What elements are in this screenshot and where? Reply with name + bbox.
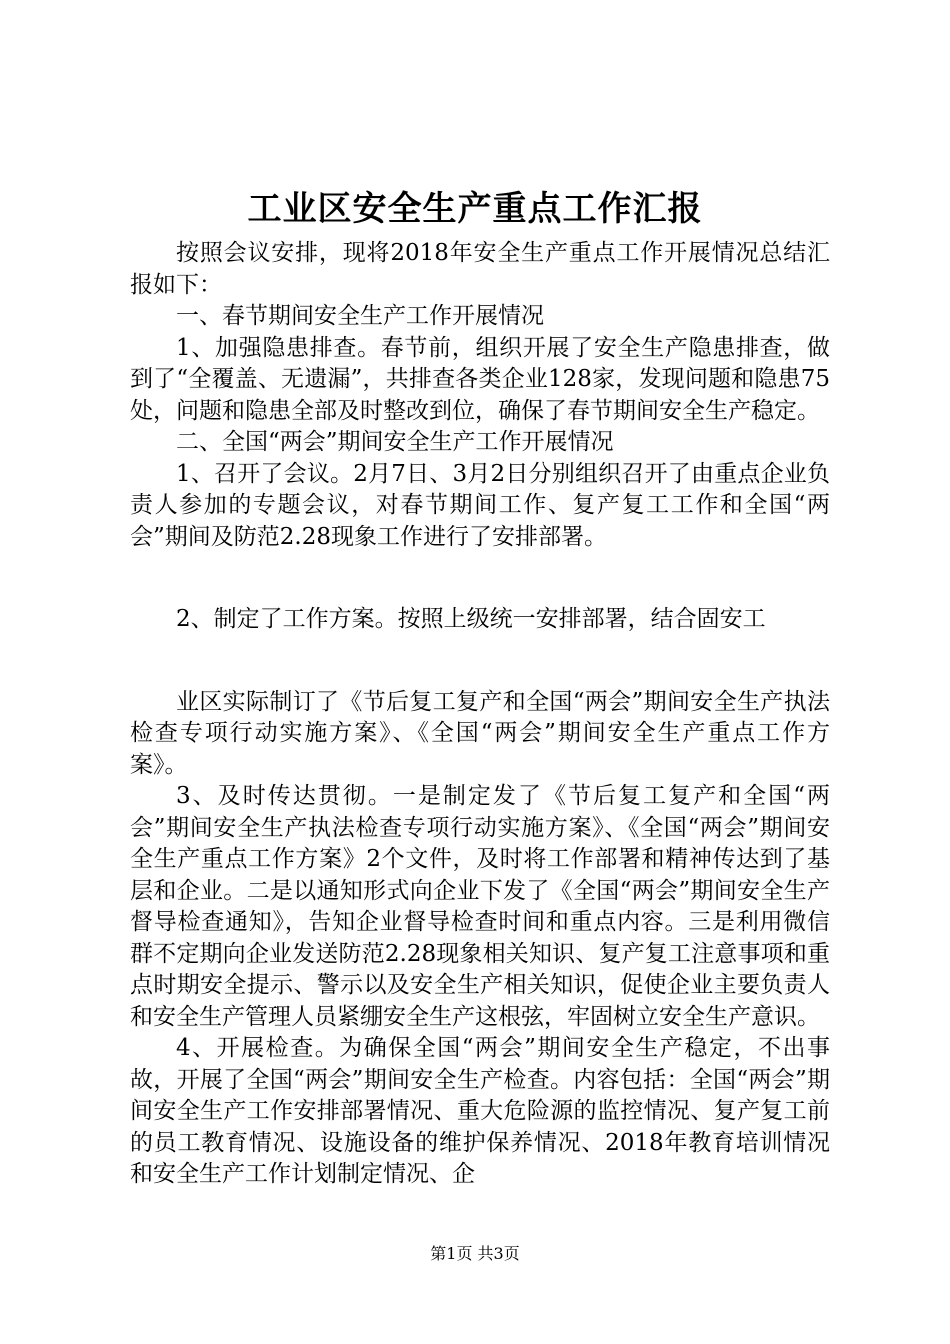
body-paragraph: 2、制定了工作方案。按照上级统一安排部署，结合固安工 — [176, 606, 766, 632]
document-body — [130, 238, 830, 1191]
body-paragraph: 1、召开了会议。2月7日、3月2日分别组织召开了由重点企业负责人参加的专题会议，对春节期间工作、复产复工工作和全国“两会”期间及防范2.28现象工作进行了安排部署。 — [130, 460, 830, 550]
section-heading-2: 二、全国“两会”期间安全生产工作开展情况 — [176, 429, 614, 455]
section-heading-1: 一、春节期间安全生产工作开展情况 — [176, 303, 544, 329]
document-title: 工业区安全生产重点工作汇报 — [247, 189, 703, 229]
body-paragraph: 业区实际制订了《节后复工复产和全国“两会”期间安全生产执法检查专项行动实施方案》、《全国“两会”期间安全生产重点工作方案》。 — [130, 688, 830, 778]
body-paragraph: 4、开展检查。为确保全国“两会”期间安全生产稳定，不出事故，开展了全国“两会”期间安全生产检查。内容包括：全国“两会”期间安全生产工作安排部署情况、重大危险源的监控情况、复产复工前的员工教育情况、设施设备的维护保养情况、2018年教育培训情况和安全生产工作计划制定情况、企 — [130, 1035, 830, 1187]
body-paragraph: 3、及时传达贯彻。一是制定发了《节后复工复产和全国“两会”期间安全生产执法检查专项行动实施方案》、《全国“两会”期间安全生产重点工作方案》2个文件，及时将工作部署和精神传达到了基层和企业。二是以通知形式向企业下发了《全国“两会”期间安全生产督导检查通知》，告知企业督导检查时间和重点内容。三是利用微信群不定期向企业发送防范2.28现象相关知识、复产复工注意事项和重点时期安全提示、警示以及安全生产相关知识，促使企业主要负责人和安全生产管理人员紧绷安全生产这根弦，牢固树立安全生产意识。 — [130, 783, 830, 1030]
body-paragraph: 1、加强隐患排查。春节前，组织开展了安全生产隐患排查，做到了“全覆盖、无遗漏”，共排查各类企业128家，发现问题和隐患75处，问题和隐患全部及时整改到位，确保了春节期间安全生产稳定。 — [130, 334, 830, 424]
page-number-footer: 第1页 共3页 — [430, 1244, 520, 1263]
intro-paragraph: 按照会议安排，现将2018年安全生产重点工作开展情况总结汇报如下： — [130, 240, 830, 298]
